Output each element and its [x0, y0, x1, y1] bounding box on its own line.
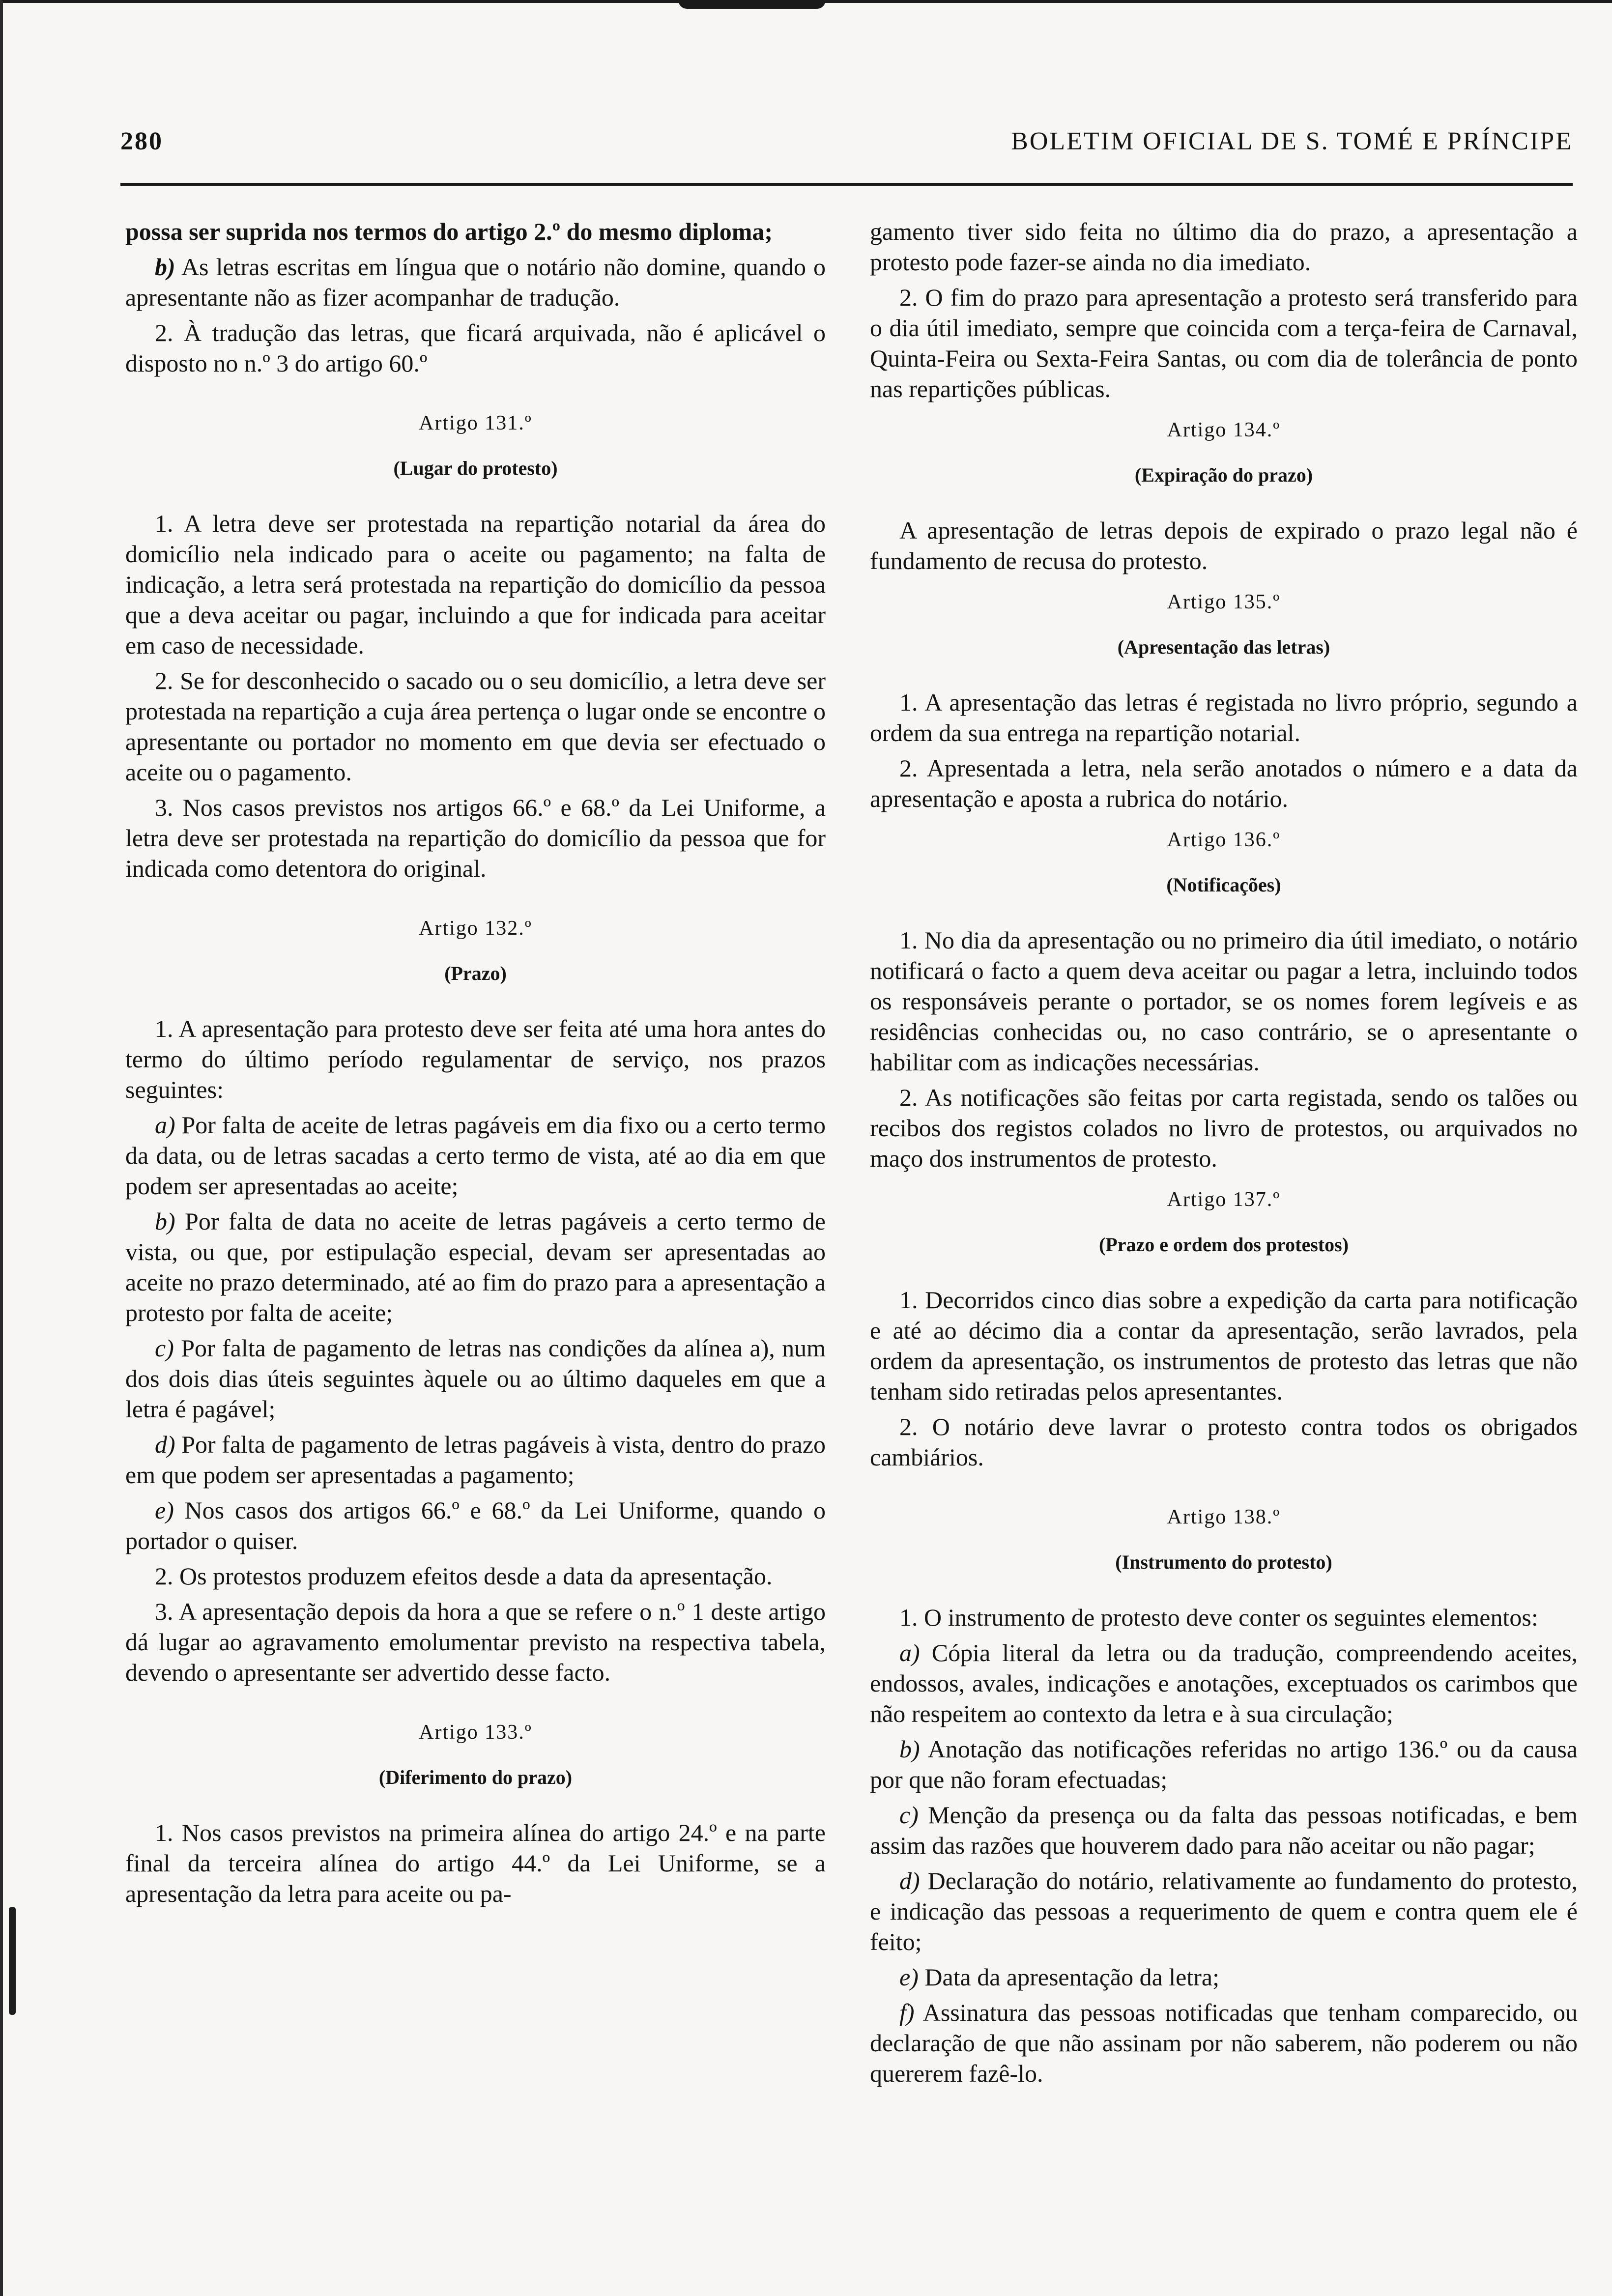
paragraph: 1. A apresentação para protesto deve ser feita até uma hora antes do termo do último período regulamentar de serviço, nos prazos seguintes:	[125, 1015, 826, 1103]
item-letter: f)	[899, 1999, 915, 2026]
paragraph: possa ser suprida nos termos do artigo 2.º do mesmo diploma;	[125, 218, 773, 245]
article-title: Artigo 133.º	[419, 1721, 532, 1744]
paragraph-item	[125, 1495, 826, 1556]
article-heading: (Lugar do protesto)	[393, 457, 558, 479]
item-text: Data da apresentação da letra;	[924, 1963, 1219, 1991]
paragraph: 3. Nos casos previstos nos artigos 66.º e 68.º da Lei Uniforme, a letra deve ser protestada na repartição do domicílio da pessoa que for indicada como detentora do original.	[125, 794, 826, 882]
margin-ink-mark	[9, 1907, 16, 2015]
item-text: Por falta de pagamento de letras nas condições da alínea a), num dos dois dias úteis seguintes àquele ou ao último daqueles em que a letra é pagável;	[125, 1334, 826, 1423]
paragraph: 2. Os protestos produzem efeitos desde a data da apresentação.	[155, 1562, 773, 1590]
paragraph-item	[870, 1962, 1578, 1992]
paragraph-item	[125, 252, 826, 313]
paragraph-item	[125, 1333, 826, 1424]
paragraph-item	[870, 1866, 1578, 1957]
paragraph: 1. No dia da apresentação ou no primeiro dia útil imediato, o notário notificará o facto a quem deva aceitar ou pagar a letra, incluindo todos os responsáveis perante o portador, se os nomes forem legíveis e as residências conhecidas ou, no caso contrário, se o apresentante o habilitar com as indicações necessárias.	[870, 926, 1578, 1076]
item-text: Menção da presença ou da falta das pessoas notificadas, e bem assim das razões que houverem dado para não aceitar ou não pagar;	[870, 1801, 1578, 1859]
paragraph-item	[870, 1734, 1578, 1795]
item-letter: c)	[155, 1334, 174, 1362]
item-letter: d)	[155, 1431, 175, 1458]
item-letter: e)	[155, 1496, 174, 1524]
header-rule	[120, 183, 1573, 186]
item-text: Cópia literal da letra ou da tradução, compreendendo aceites, endossos, avales, indicações e anotações, exceptuados os carimbos que não respeitem ao contexto da letra e à sua circulação;	[870, 1639, 1578, 1727]
article-heading: (Expiração do prazo)	[1134, 464, 1313, 486]
paragraph: gamento tiver sido feita no último dia do prazo, a apresentação a protesto pode fazer-se ainda no dia imediato.	[870, 218, 1578, 276]
paragraph-item	[125, 1429, 826, 1490]
item-text: Por falta de aceite de letras pagáveis em dia fixo ou a certo termo da data, ou de letras sacadas a certo termo de vista, até ao dia em que podem ser apresentadas ao aceite;	[125, 1111, 826, 1200]
article-title: Artigo 132.º	[419, 917, 532, 940]
item-text: Assinatura das pessoas notificadas que tenham comparecido, ou declaração de que não assinam por não saberem, não poderem ou não quererem fazê-lo.	[870, 1999, 1578, 2087]
item-text: Por falta de data no aceite de letras pagáveis a certo termo de vista, ou que, por estipulação especial, devam ser apresentadas ao aceite no prazo determinado, até ao fim do prazo para a apresentação a protesto por falta de aceite;	[125, 1207, 826, 1326]
paragraph-item	[870, 1997, 1578, 2089]
item-letter: b)	[155, 1207, 175, 1235]
article-heading: (Prazo)	[444, 962, 507, 984]
paragraph: 1. O instrumento de protesto deve conter os seguintes elementos:	[899, 1604, 1538, 1631]
page-header	[120, 127, 1573, 166]
article-heading: (Instrumento do protesto)	[1115, 1551, 1332, 1573]
item-letter: a)	[899, 1639, 920, 1666]
paragraph: 1. A apresentação das letras é registada no livro próprio, segundo a ordem da sua entrega na repartição notarial.	[870, 689, 1578, 746]
paragraph-item	[125, 1206, 826, 1328]
paragraph: 2. À tradução das letras, que ficará arquivada, não é aplicável o disposto no n.º 3 do artigo 60.º	[125, 319, 826, 377]
article-heading: (Apresentação das letras)	[1117, 636, 1330, 658]
item-letter: a)	[155, 1111, 175, 1139]
item-letter: d)	[899, 1867, 920, 1894]
paragraph-item	[125, 1110, 826, 1201]
scan-left-edge	[0, 0, 3, 2296]
left-column	[125, 216, 826, 2261]
scan-binding-mark	[678, 0, 826, 9]
paragraph: 3. A apresentação depois da hora a que se refere o n.º 1 deste artigo dá lugar ao agravamento emolumentar previsto na respectiva tabela, devendo o apresentante ser advertido desse facto.	[125, 1598, 826, 1686]
item-text: Declaração do notário, relativamente ao fundamento do protesto, e indicação das pessoas a requerimento de quem e contra quem ele é feito;	[870, 1867, 1578, 1955]
paragraph: 2. Se for desconhecido o sacado ou o seu domicílio, a letra deve ser protestada na repartição a cuja área pertença o lugar onde se encontre o apresentante ou portador no momento em que devia ser efectuado o aceite ou o pagamento.	[125, 667, 826, 786]
item-text: Anotação das notificações referidas no artigo 136.º ou da causa por que não foram efectuadas;	[870, 1735, 1578, 1793]
article-title: Artigo 134.º	[1167, 419, 1281, 441]
paragraph: 1. A letra deve ser protestada na repartição notarial da área do domicílio nela indicado para o aceite ou pagamento; na falta de indicação, a letra será protestada na repartição do domicílio da pessoa que a deva aceitar ou pagar, incluindo a que for indicada para aceitar em caso de necessidade.	[125, 510, 826, 659]
paragraph: 2. Apresentada a letra, nela serão anotados o número e a data da apresentação e aposta a rubrica do notário.	[870, 754, 1578, 812]
paragraph-item	[870, 1637, 1578, 1729]
paragraph: 2. O notário deve lavrar o protesto contra todos os obrigados cambiários.	[870, 1413, 1578, 1471]
article-title: Artigo 138.º	[1167, 1506, 1281, 1528]
paragraph: A apresentação de letras depois de expirado o prazo legal não é fundamento de recusa do protesto.	[870, 517, 1578, 574]
article-title: Artigo 131.º	[419, 412, 532, 434]
article-title: Artigo 135.º	[1167, 591, 1281, 613]
right-column	[870, 216, 1578, 2261]
paragraph: 2. O fim do prazo para apresentação a protesto será transferido para o dia útil imediato, sempre que coincida com a terça-feira de Carnaval, Quinta-Feira ou Sexta-Feira Santas, ou com dia de tolerância de ponto nas repartições públicas.	[870, 284, 1578, 402]
item-letter: c)	[899, 1801, 919, 1829]
item-letter: e)	[899, 1963, 919, 1991]
article-title: Artigo 136.º	[1167, 829, 1281, 851]
page-number: 280	[120, 127, 163, 155]
item-letter: b)	[155, 253, 175, 281]
paragraph: 2. As notificações são feitas por carta registada, sendo os talões ou recibos dos registos colados no livro de protestos, ou arquivados no maço dos instrumentos de protesto.	[870, 1084, 1578, 1172]
article-heading: (Diferimento do prazo)	[378, 1766, 573, 1788]
item-text: As letras escritas em língua que o notário não domine, quando o apresentante não as fizer acompanhar de tradução.	[125, 253, 826, 311]
paragraph: 1. Decorridos cinco dias sobre a expedição da carta para notificação e até ao décimo dia a contar da apresentação, serão lavrados, pela ordem da apresentação, os instrumentos de protesto das letras que não tenham sido retiradas pelos apresentantes.	[870, 1286, 1578, 1405]
article-heading: (Prazo e ordem dos protestos)	[1098, 1234, 1349, 1256]
article-title: Artigo 137.º	[1167, 1188, 1281, 1211]
item-text: Nos casos dos artigos 66.º e 68.º da Lei Uniforme, quando o portador o quiser.	[125, 1496, 826, 1554]
item-letter: b)	[899, 1735, 920, 1763]
article-heading: (Notificações)	[1166, 874, 1281, 896]
item-text: Por falta de pagamento de letras pagáveis à vista, dentro do prazo em que podem ser apresentadas a pagamento;	[125, 1431, 826, 1489]
paragraph-item	[870, 1800, 1578, 1861]
paragraph: 1. Nos casos previstos na primeira alínea do artigo 24.º e na parte final da terceira alínea do artigo 44.º da Lei Uniforme, se a apresentação da letra para aceite ou pa-	[125, 1819, 826, 1907]
publication-title: BOLETIM OFICIAL DE S. TOMÉ E PRÍNCIPE	[1011, 127, 1573, 155]
